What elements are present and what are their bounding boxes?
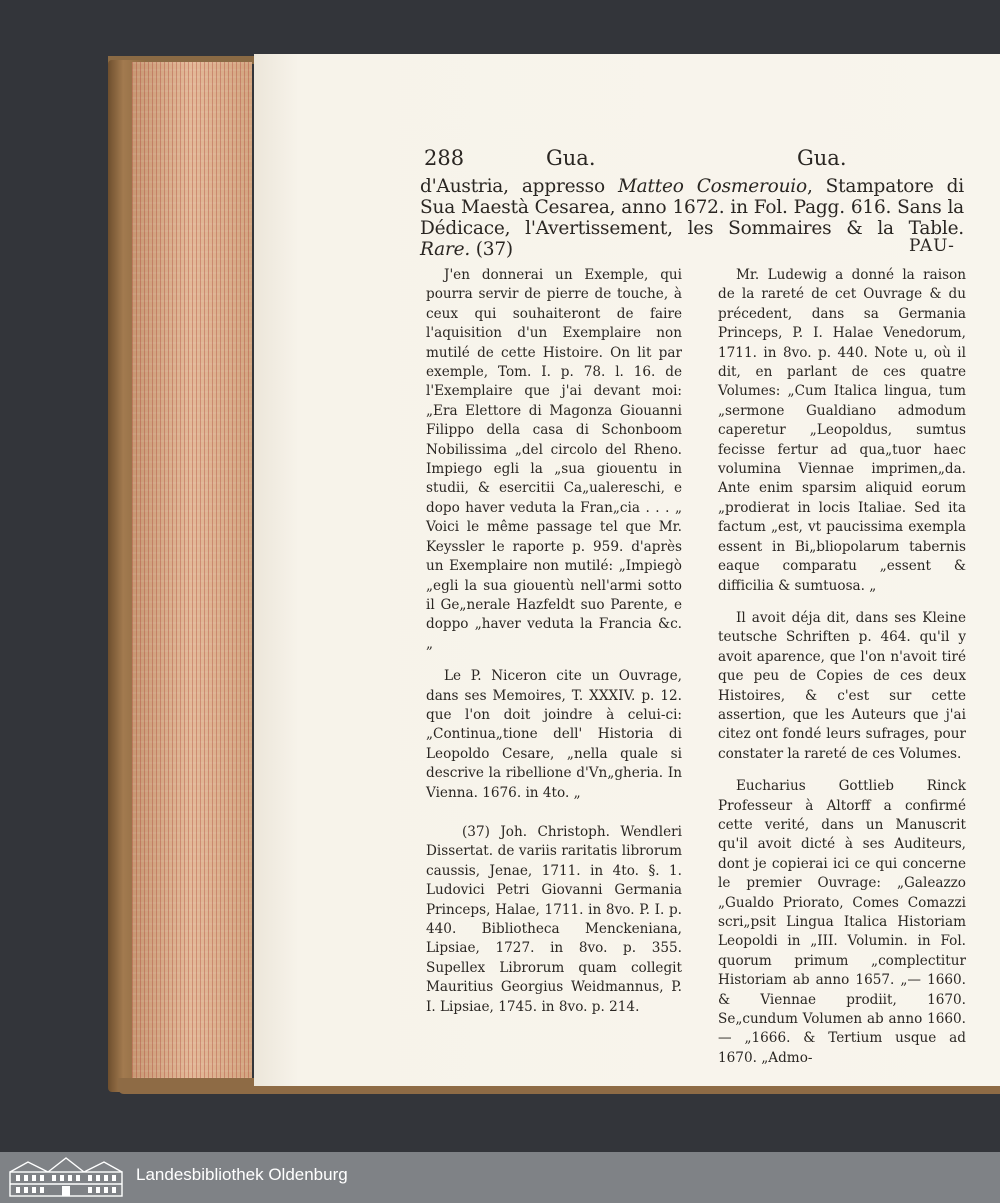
right-paragraph-1: Mr. Ludewig a donné la raison de la rareté de cet Ouvrage & du précedent, dans sa Germania Princeps, P. I. Halae Venedorum, 1711. in 8vo. p. 440. Note u, où il dit, en parlant de ces quatre Volumes: „Cum Italica lingua, tum „sermone Gualdiano admodum caperetur „Leopoldus, sumtus fecisse fertur ad qua„tuor haec volumina Viennae imprimen„da. Ante enim sparsim aliquid eorum „prodierat in locis Italiae. Sed ita factum „est, vt paucissima exempla essent in Bi„bliopolarum tabernis eaque comparatu „essent & difficilia & sumtuosa. „ (718, 267, 966, 594)
left-column (426, 266, 682, 1030)
running-header (254, 146, 1000, 176)
left-paragraph-1: J'en donnerai un Exemple, qui pourra servir de pierre de touche, à ceux qui souhaiteront de faire l'aquisition d'un Exemplaire non mutilé de cette Histoire. On lit par exemple, Tom. I. p. 78. l. 16. de l'Exemplaire que j'ai devant moi: „Era Elettore di Magonza Giouanni Filippo della casa di Schonboom Nobilissima „del circolo del Rheno. Impiego egli la „sua giouentu in studii, & esercitii Ca„ualereschi, e dopo haver veduta la Fran„cia . . . „ Voici le même passage tel que Mr. Keyssler le raporte p. 959. d'après un Exemplaire non mutilé: „Impiegò „egli la sua giouentù nell'armi sotto il Ge„nerale Hazfeldt suo Parente, e doppo „haver veduta la Francia &c. „ (426, 267, 682, 652)
footnote-37: (37) Joh. Christoph. Wendleri Dissertat. de variis raritatis librorum caussis, Jenae, 1711. in 4to. §. 1. Ludovici Petri Giovanni Germania Princeps, Halae, 1711. in 8vo. P. I. p. 440. Bibliotheca Menckeniana, Lipsiae, 1727. in 8vo. p. 355. Supellex Librorum quam collegit Mauritius Georgius Weidmannus, P. I. Lipsiae, 1745. in 8vo. p. 214. (426, 823, 682, 1015)
header-right: Gua. (797, 146, 847, 170)
book-page (254, 54, 1000, 1086)
page-number: 288 (424, 146, 465, 170)
library-name[interactable]: Landesbibliothek Oldenburg (136, 1165, 348, 1184)
page-edges (132, 62, 252, 1086)
intro-text-1: d'Austria, appresso (420, 176, 618, 197)
left-paragraph-2: Le P. Niceron cite un Ouvrage, dans ses Memoires, T. XXXIV. p. 12. que l'on doit joindre à celui-ci: „Continua„tione dell' Historia di Leopoldo Cesare, „nella quale si descrive la ribellione d'Vn„gheria. In Vienna. 1676. in 4to. „ (426, 668, 682, 801)
header-left: Gua. (546, 146, 596, 170)
intro-italic-2: Rare. (420, 239, 471, 260)
intro-paragraph (420, 176, 964, 260)
catchword: PAU- (909, 236, 955, 256)
library-building-icon[interactable] (8, 1156, 124, 1198)
right-paragraph-2: Il avoit déja dit, dans ses Kleine teutsche Schriften p. 464. qu'il y avoit aparence, que l'on n'avoit tiré que peu de Copies de ces deux Histoires, & c'est sur cette assertion, que les Auteurs que j'ai citez ont fondé leurs sufrages, pour constater la rareté de ces Volumes. (718, 609, 966, 762)
intro-text-3: (37) (470, 239, 513, 260)
intro-italic-1: Matteo Cosmerouio (617, 176, 807, 197)
right-column (718, 266, 966, 1081)
right-paragraph-3: Eucharius Gottlieb Rinck Professeur à Altorff a confirmé cette verité, dans un Manuscrit qu'il avoit dicté à ses Auditeurs, dont je copierai ici ce qui concerne le premier Ouvrage: „Galeazzo „Gualdo Priorato, Comes Comazzi scri„psit Lingua Italica Historiam Leopoldi in „III. Volumin. in Fol. quorum primum „complectitur Historiam ab anno 1657. „— 1660. & Viennae prodiit, 1670. Se„cundum Volumen ab anno 1660. — „1666. & Tertium usque ad 1670. „Admo- (718, 778, 966, 1066)
intro-text-2: , Stampatore di Sua Maestà Cesarea, anno 1672. in Fol. Pagg. 616. Sans la Dédicace, l'Avertissement, les Sommaires & la Table. (420, 176, 965, 239)
footer-bar (0, 1152, 1000, 1203)
